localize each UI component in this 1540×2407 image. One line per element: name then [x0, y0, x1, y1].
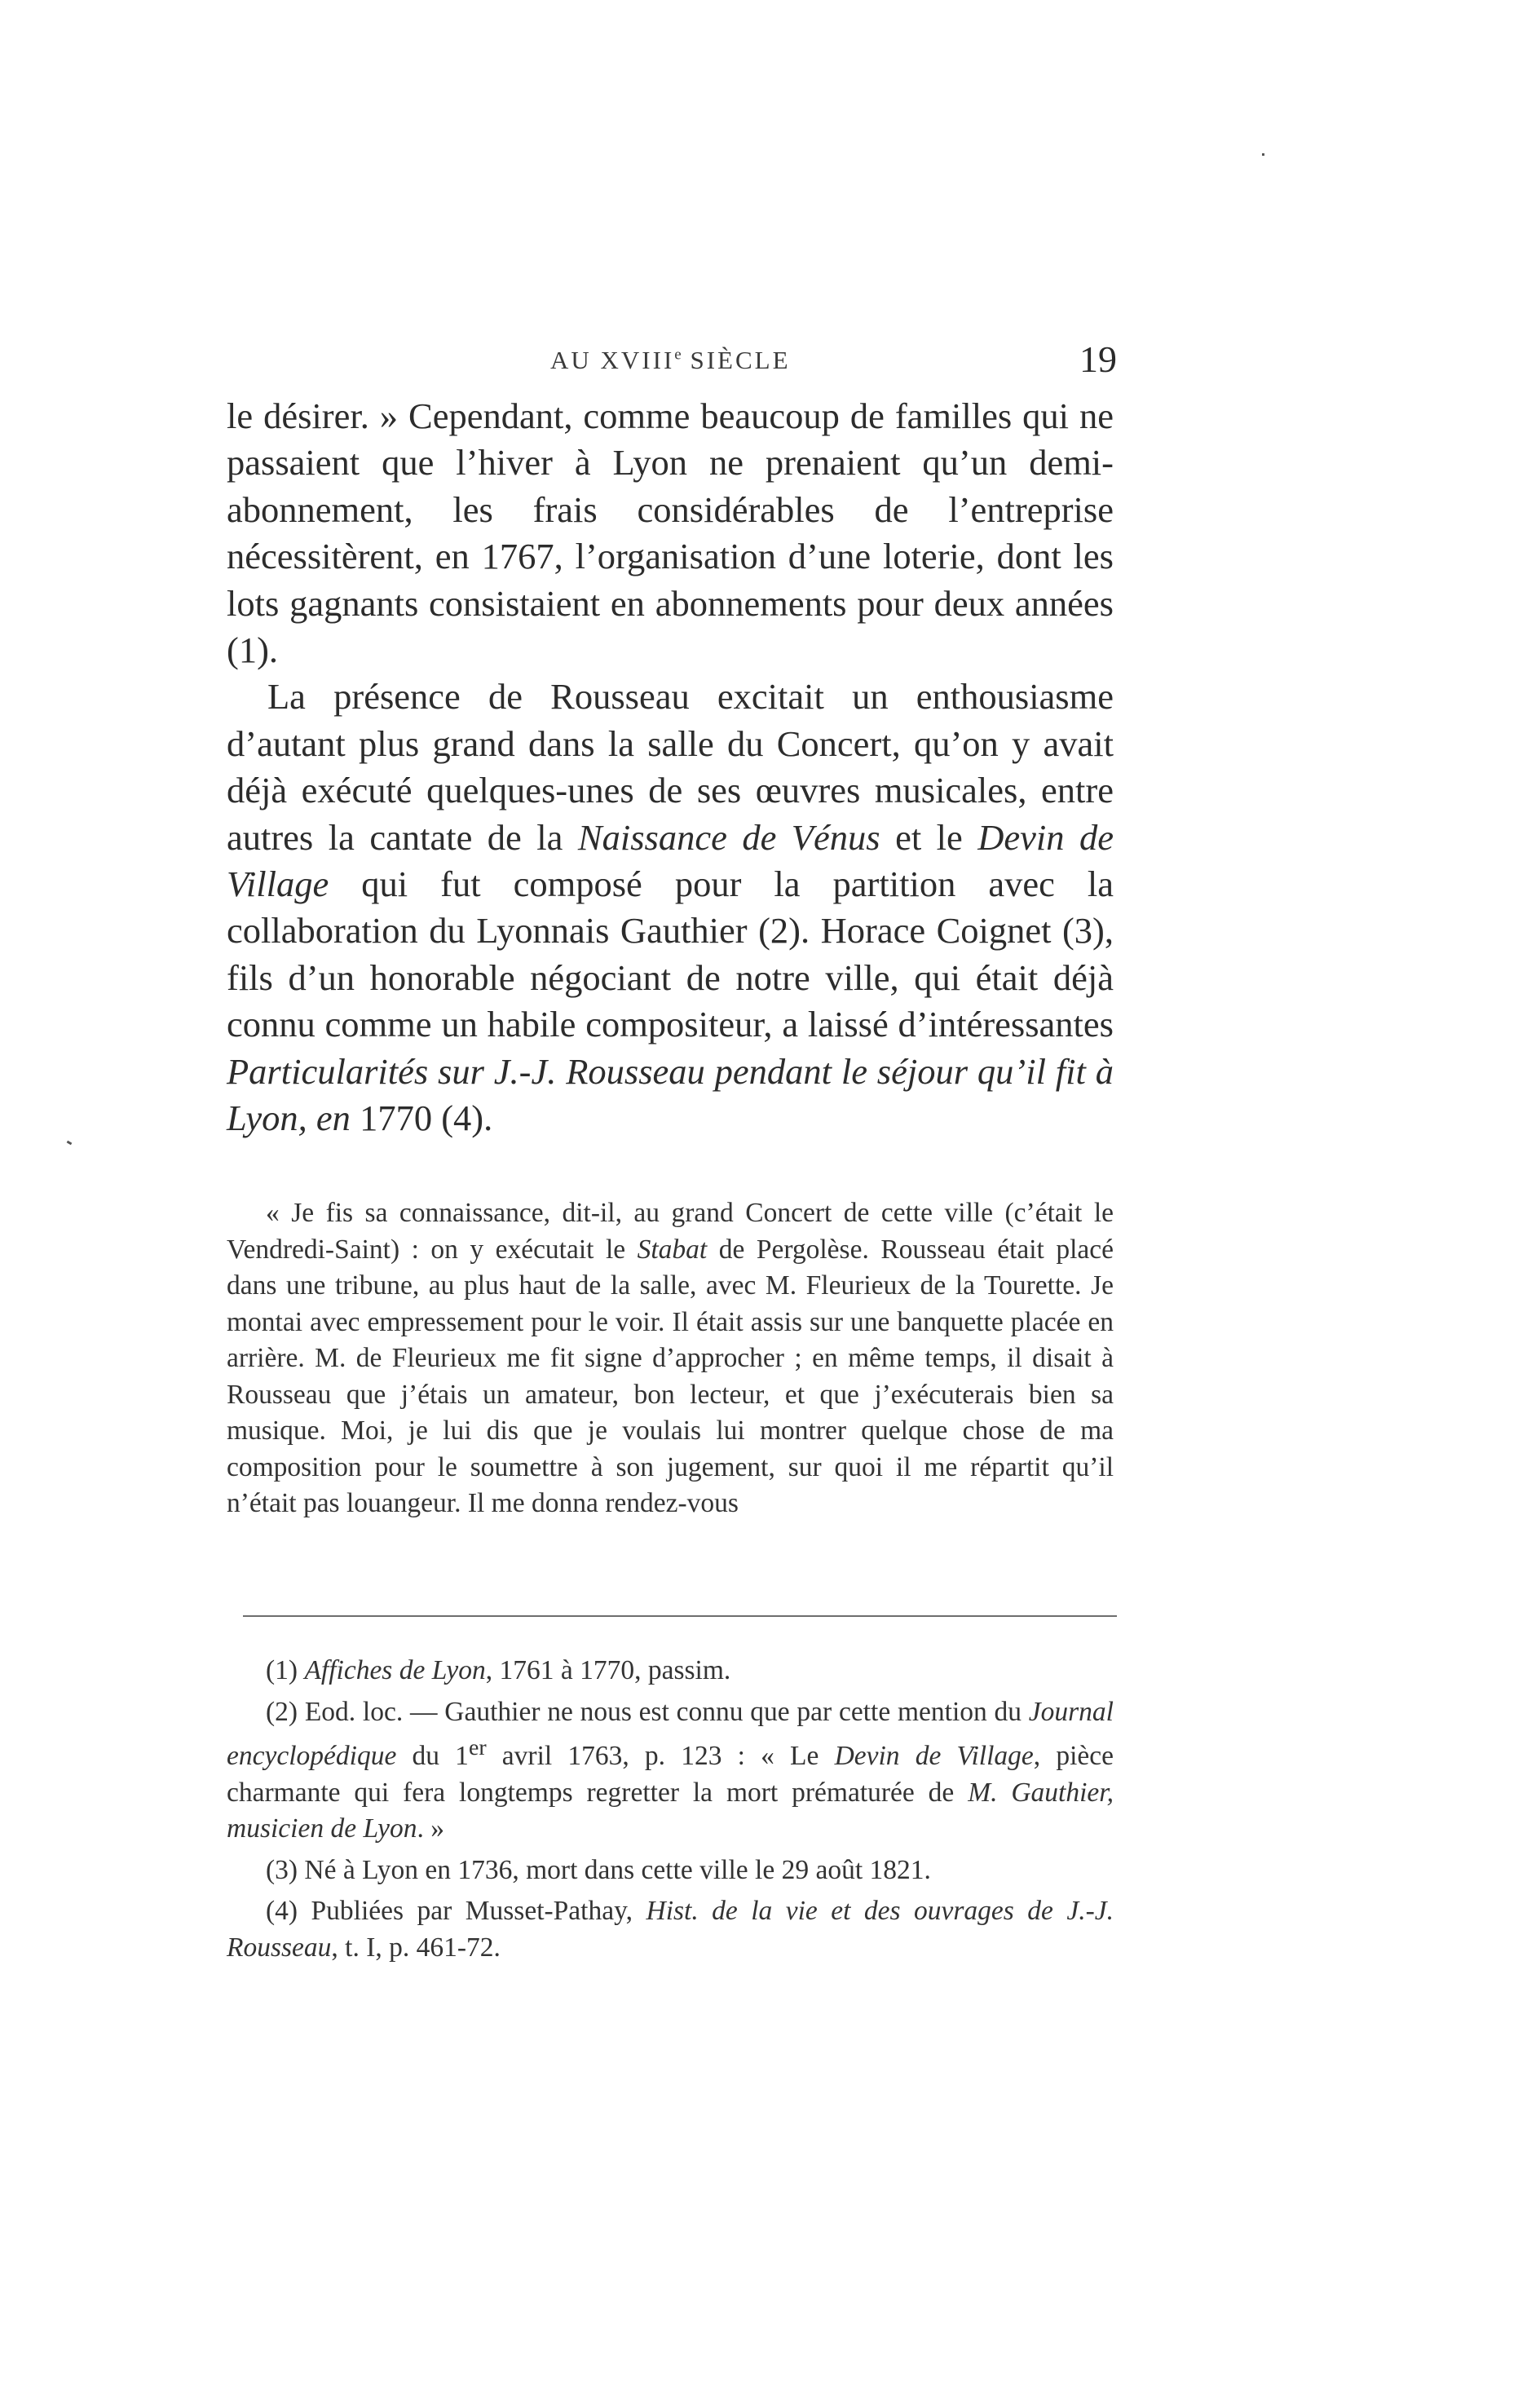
- running-title: AU XVIIIe SIÈCLE: [550, 346, 791, 374]
- footnote-2: (2) Eod. loc. — Gauthier ne nous est connu que par cette mention du Journal encyclopédique du 1er avril 1763, p. 123 : « Le Devin de Village, pièce charmante qui fera longtemps regretter la mort prématurée de M. Gauthier, musicien de Lyon. »: [227, 1696, 1114, 1844]
- paragraph-1: le désirer. » Cependant, comme beaucoup de familles qui ne passaient que l’hiver à Lyon ne prenaient qu’un demi-abonnement, les frais considérables de l’entreprise nécessitèrent, en 1767, l’organisation d’une loterie, dont les lots gagnants consistaient en abonnements pour deux années (1).: [227, 395, 1114, 671]
- stray-ink-mark: [1262, 153, 1264, 156]
- quotation-block: [227, 1195, 1114, 1522]
- title-naissance-de-venus: Naissance de Vénus: [577, 816, 880, 858]
- footnote-1: (1) Affiches de Lyon, 1761 à 1770, passim.: [266, 1655, 731, 1685]
- footnote-3: (3) Né à Lyon en 1736, mort dans cette ville le 29 août 1821.: [266, 1854, 931, 1885]
- page-number: 19: [1079, 338, 1117, 380]
- paragraph-2: La présence de Rousseau excitait un enthousiasme d’autant plus grand dans la salle du Concert, qu’on y avait déjà exécuté quelques-unes de ses œuvres musicales, entre autres la cantate de la Naissance de Vénus et le Devin de Village qui fut composé pour la partition avec la collaboration du Lyonnais Gauthier (2). Horace Coignet (3), fils d’un honorable négociant de notre ville, qui était déjà connu comme un habile compositeur, a laissé d’intéressantes Particularités sur J.-J. Rousseau pendant le séjour qu’il fit à Lyon, en 1770 (4).: [227, 676, 1114, 1139]
- footnotes: [227, 1653, 1114, 1971]
- running-head: [228, 338, 1117, 391]
- title-stabat: Stabat: [637, 1234, 708, 1265]
- title-devin-de-village: Devin de Village: [227, 816, 1114, 905]
- stray-ink-mark: [67, 1141, 73, 1146]
- footnote-separator: [243, 1615, 1117, 1617]
- body-text: [227, 393, 1114, 1142]
- footnote-4: (4) Publiées par Musset-Pathay, Hist. de la vie et des ouvrages de J.-J. Rousseau, t. I, p. 461-72.: [227, 1896, 1114, 1963]
- quotation-paragraph: « Je fis sa connaissance, dit-il, au grand Concert de cette ville (c’était le Vendredi-Saint) : on y exécutait le Stabat de Pergolèse. Rousseau était placé dans une tribune, au plus haut de la salle, avec M. Fleurieux de la Tourette. Je montai avec empressement pour le voir. Il était assis sur une banquette placée en arrière. M. de Fleurieux me fit signe d’approcher ; en même temps, il disait à Rousseau que j’étais un amateur, bon lecteur, et que j’exécuterais bien sa musique. Moi, je lui dis que je voulais lui montrer quelque chose de ma composition pour le soumettre à son jugement, sur quoi il me répartit qu’il n’était pas louangeur. Il me donna rendez-vous: [227, 1198, 1114, 1518]
- title-particularites: Particularités sur J.-J. Rousseau pendant le séjour qu’il fit à Lyon, en: [227, 1050, 1114, 1139]
